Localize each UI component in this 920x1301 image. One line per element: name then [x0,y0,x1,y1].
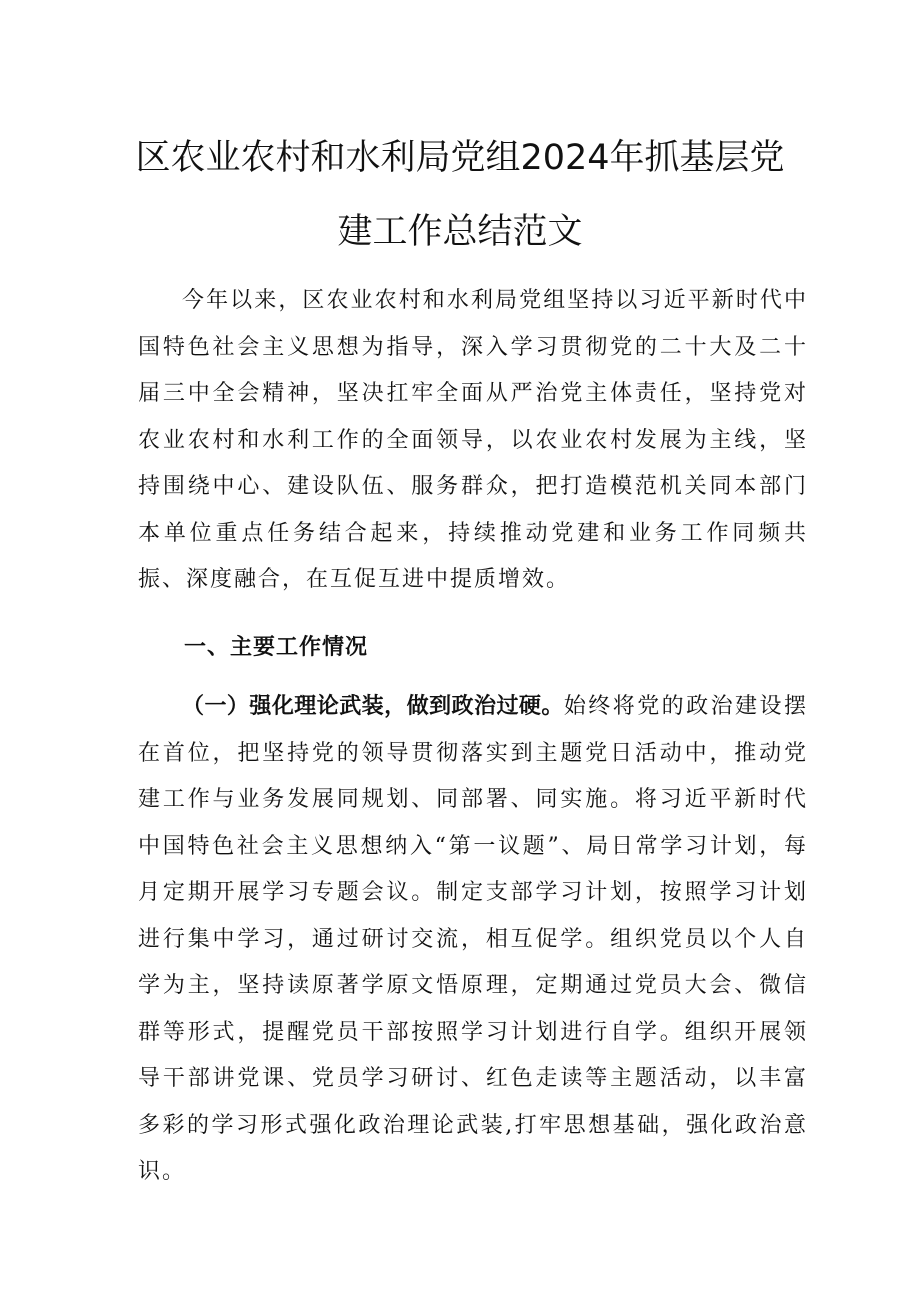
document-title-line-2: 建工作总结范文 [337,212,583,252]
subsection-paragraph [138,684,808,1196]
subsection-body: 始终将党的政治建设摆在首位，把坚持党的领导贯彻落实到主题党日活动中，推动党建工作与业务发展同规划、同部署、同实施。将习近平新时代中国特色社会主义思想纳入“第一议题”、局日常学习计划，每月定期开展学习专题会议。制定支部学习计划，按照学习计划进行集中学习，通过研讨交流，相互促学。组织党员以个人自学为主，坚持读原著学原文悟原理，定期通过党员大会、微信群等形式，提醒党员干部按照学习计划进行自学。组织开展领导干部讲党课、党员学习研讨、红色走读等主题活动，以丰富多彩的学习形式强化政治理论武装,打牢思想基础，强化政治意识。 [138,694,808,1184]
section-heading: 一、主要工作情况 [184,635,369,660]
subsection-lead: （一）强化理论武装，做到政治过硬。 [182,694,564,719]
intro-paragraph: 今年以来，区农业农村和水利局党组坚持以习近平新时代中国特色社会主义思想为指导，深入学习贯彻党的二十大及二十届三中全会精神，坚决扛牢全面从严治党主体责任，坚持党对农业农村和水利工作的全面领导，以农业农村发展为主线，坚持围绕中心、建设队伍、服务群众，把打造模范机关同本部门本单位重点任务结合起来，持续推动党建和业务工作同频共振、深度融合，在互促互进中提质增效。 [138,288,808,592]
document-title-line-1: 区农业农村和水利局党组2024年抓基层党 [135,138,785,178]
